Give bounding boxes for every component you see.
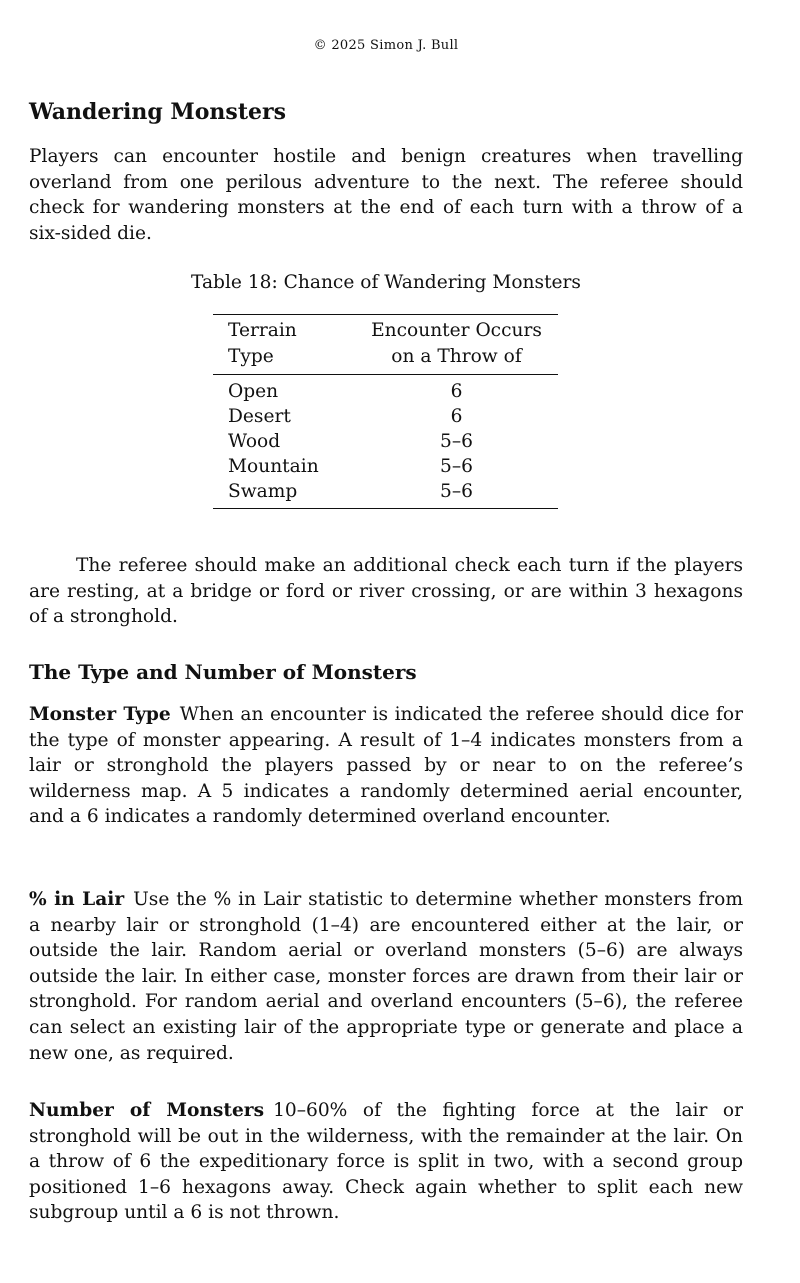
column-header-terrain-line2: Type	[228, 346, 274, 367]
terrain-cell: Wood	[228, 431, 281, 452]
section-title: Wandering Monsters	[29, 99, 286, 125]
column-header-terrain-line1: Terrain	[228, 320, 297, 341]
terrain-cell: Open	[228, 381, 279, 402]
throw-cell: 5–6	[440, 431, 473, 452]
column-header-throw-line2: on a Throw of	[391, 346, 522, 367]
percent-in-lair-paragraph	[29, 887, 743, 1066]
terrain-cell: Mountain	[228, 456, 319, 477]
table-header-row	[213, 315, 558, 375]
table-row	[213, 375, 558, 405]
terrain-cell: Swamp	[228, 481, 298, 502]
monster-type-paragraph	[29, 702, 743, 830]
percent-in-lair-heading: % in Lair	[29, 889, 125, 910]
table-row	[213, 454, 558, 479]
percent-in-lair-text: Use the % in Lair statistic to determine whether monsters from a nearby lair or stronghold (1–4) are encountered either at the lair, or outside the lair. Random aerial or overland monsters (5–6) are always outside the lair. In either case, monster forces are drawn from their lair or stronghold. For random aerial and overland encounters (5–6), the referee can select an existing lair of the appropriate type or generate and place a new one, as required.	[29, 889, 743, 1064]
subsection-title: The Type and Number of Monsters	[29, 660, 417, 684]
throw-cell: 6	[450, 381, 463, 402]
copyright-header: © 2025 Simon J. Bull	[313, 38, 459, 53]
table-row	[213, 429, 558, 454]
number-of-monsters-text: 10–60% of the fighting force at the lair or stronghold will be out in the wilderness, with the remainder at the lair. On a throw of 6 the expeditionary force is split in two, with a second group positioned 1–6 hexagons away. Check again whether to split each new subgroup until a 6 is not thrown.	[29, 1100, 743, 1224]
column-header-terrain-type	[213, 315, 354, 375]
table-row	[213, 404, 558, 429]
table-caption: Table 18: Chance of Wandering Monsters	[191, 272, 581, 293]
throw-cell: 5–6	[440, 481, 473, 502]
number-of-monsters-paragraph	[29, 1098, 743, 1226]
additional-check-paragraph: The referee should make an additional check each turn if the players are resting, at a bridge or ford or river crossing, or are within 3 hexagons of a stronghold.	[29, 555, 743, 628]
monster-type-heading: Monster Type	[29, 704, 171, 725]
terrain-cell: Desert	[228, 406, 291, 427]
throw-cell: 6	[450, 406, 463, 427]
column-header-encounter-throw	[354, 315, 558, 375]
wandering-monsters-table	[213, 314, 558, 509]
monster-type-text: When an encounter is indicated the referee should dice for the type of monster appearing. A result of 1–4 indicates monsters from a lair or stronghold the players passed by or near to on the referee’s wilderness map. A 5 indicates a randomly determined aerial encounter, and a 6 indicates a randomly determined overland encounter.	[29, 704, 744, 828]
intro-paragraph: Players can encounter hostile and benign creatures when travelling overland from one perilous adventure to the next. The referee should check for wandering monsters at the end of each turn with a throw of a six-sided die.	[29, 146, 743, 244]
column-header-throw-line1: Encounter Occurs	[371, 320, 542, 341]
number-of-monsters-heading: Number of Monsters	[29, 1100, 265, 1121]
throw-cell: 5–6	[440, 456, 473, 477]
table-row	[213, 479, 558, 509]
